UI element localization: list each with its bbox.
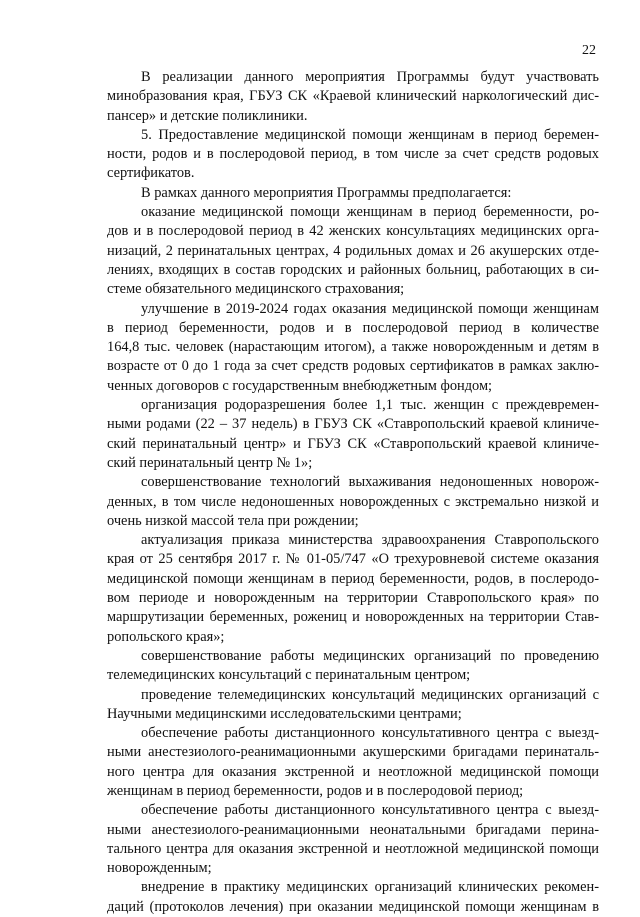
text-line: дов и в послеродовой период в 42 женских консультациях медицинских орга- [107,223,599,240]
text-line: телемедицинских консультаций с перинатальным центром; [107,667,471,684]
text-line: В реализации данного мероприятия Программы будут участвовать [141,69,599,85]
text-line: обеспечение работы дистанционного консультативного центра с выезд- [141,725,599,742]
text-line: совершенствование работы медицинских организаций по проведению [141,647,599,664]
text-line: тального центра для оказания экстренной и неотложной медицинской помощи [107,840,599,857]
text-line: низаций, 2 перинатальных центрах, 4 родильных домах и 26 акушерских отде- [107,242,599,259]
text-line: внедрение в практику медицинских организаций клинических рекомен- [141,879,599,896]
text-line: ский перинатальный центр № 1»; [107,454,313,471]
text-line: минобразования края, ГБУЗ СК «Краевой клинический наркологический дис- [107,88,599,105]
text-line: ного центра для оказания экстренной и неотложной медицинской помощи [107,763,599,780]
text-line: ными родами (22 – 37 недель) в ГБУЗ СК «Ставропольский краевой клиниче- [107,416,599,433]
text-line: новорожденным; [107,860,212,877]
text-line: медицинской помощи женщинам в период беременности, родов, в послеродо- [107,570,599,587]
text-line: совершенствование технологий выхаживания недоношенных новорож- [141,474,599,491]
text-line: обеспечение работы дистанционного консультативного центра с выезд- [141,802,599,819]
text-line: ными анестезиолого-реанимационными неонатальными бригадами перина- [107,821,599,838]
text-line: улучшение в 2019-2024 годах оказания медицинской помощи женщинам [141,300,599,317]
text-line: лениях, входящих в состав городских и районных больниц, работающих в си- [107,261,599,278]
text-line: ными анестезиолого-реанимационными акушерскими бригадами перинаталь- [107,744,599,761]
text-line: Научными медицинскими исследовательскими центрами; [107,705,462,722]
text-line: 5. Предоставление медицинской помощи женщинам в период беремен- [141,126,599,143]
text-line: ченных договоров с государственным внебюджетным фондом; [107,377,493,394]
text-line: возрасте от 0 до 1 года за счет средств родовых сертификатов в рамках заклю- [107,358,599,375]
text-line: края от 25 сентября 2017 г. № 01-05/747 «О трехуровневой системе оказания [107,551,599,568]
text-line: 164,8 тыс. человек (нарастающим итогом), а также новорожденным и детям в [107,339,599,356]
text-line: маршрутизации беременных, рожениц и новорожденных на территории Став- [107,609,599,626]
text-line: проведение телемедицинских консультаций медицинских организаций с [141,686,599,703]
text-line: женщинам в период беременности, родов и в послеродовой период; [107,782,524,799]
text-line: актуализация приказа министерства здравоохранения Ставропольского [141,532,599,549]
text-line: в период беременности, родов и в послеродовой период в количестве [107,319,599,336]
text-line: денных, в том числе недоношенных новорожденных с экстремально низкой и [107,493,599,510]
text-line: очень низкой массой тела при рождении; [107,512,359,529]
text-line: ский перинатальный центр» и ГБУЗ СК «Ставропольский краевой клиниче- [107,435,599,452]
text-line: сертификатов. [107,165,195,182]
text-line: В рамках данного мероприятия Программы предполагается: [141,184,512,201]
text-line: стеме обязательного медицинского страхования; [107,281,405,298]
text-line: ропольского края»; [107,628,225,645]
text-line: организация родоразрешения более 1,1 тыс. женщин с преждевремен- [141,397,599,414]
text-line: ности, родов и в послеродовой период, в том числе за счет средств родовых [107,146,599,163]
page-number: 22 [582,43,596,58]
document-body [107,68,599,917]
text-line: даций (протоколов лечения) при оказании медицинской помощи женщинам в [107,898,599,915]
text-line: вом периоде и новорожденным на территории Ставропольского края» по [107,590,599,607]
text-line: оказание медицинской помощи женщинам в период беременности, ро- [141,204,599,221]
text-line: пансер» и детские поликлиники. [107,107,308,124]
